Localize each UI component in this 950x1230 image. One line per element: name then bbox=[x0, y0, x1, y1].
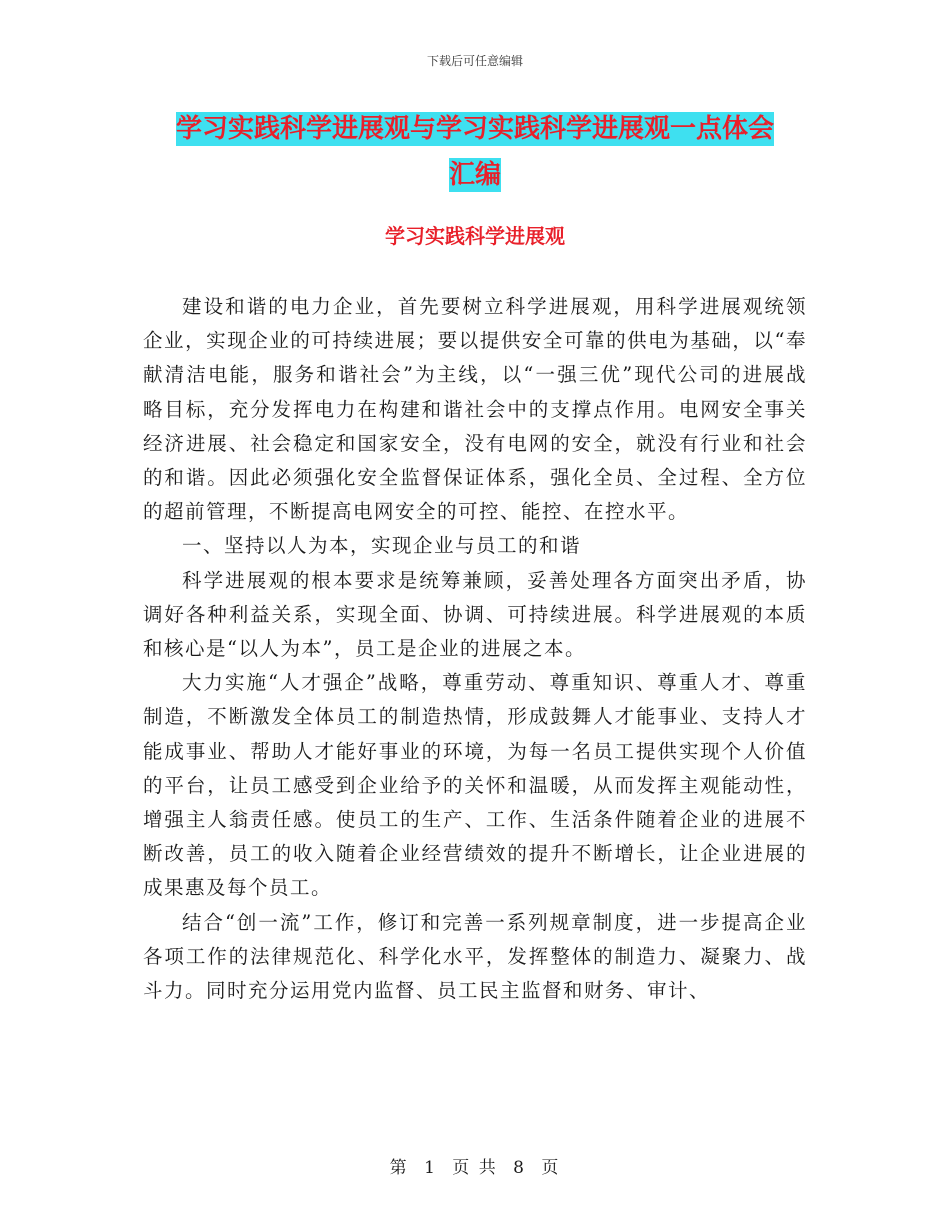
footer-label-page: 第 bbox=[389, 1158, 409, 1178]
footer-label-of: 页 共 bbox=[452, 1158, 498, 1178]
body-text bbox=[143, 290, 807, 1008]
document-title-line1: 学习实践科学进展观与学习实践科学进展观一点体会 bbox=[175, 114, 774, 144]
paragraph: 结合“创一流”工作，修订和完善一系列规章制度，进一步提高企业各项工作的法律规范化、科学化水平，发挥整体的制造力、凝聚力、战斗力。同时充分运用党内监督、员工民主监督和财务、审计、 bbox=[143, 910, 807, 1003]
footer-page-current: 1 bbox=[424, 1158, 437, 1178]
footer-page-total: 8 bbox=[513, 1158, 526, 1178]
paragraph-heading: 一、坚持以人为本，实现企业与员工的和谐 bbox=[182, 534, 582, 558]
footer-label-pages: 页 bbox=[541, 1158, 561, 1178]
paragraph: 科学进展观的根本要求是统筹兼顾，妥善处理各方面突出矛盾，协调好各种利益关系，实现全面、协调、可持续进展。科学进展观的本质和核心是“以人为本”，员工是企业的进展之本。 bbox=[143, 568, 807, 661]
page-footer bbox=[0, 1153, 950, 1178]
paragraph: 建设和谐的电力企业，首先要树立科学进展观，用科学进展观统领企业，实现企业的可持续进展；要以提供安全可靠的供电为基础，以“奉献清洁电能，服务和谐社会”为主线，以“一强三优”现代公司的进展战略目标，充分发挥电力在构建和谐社会中的支撑点作用。电网安全事关经济进展、社会稳定和国家安全，没有电网的安全，就没有行业和社会的和谐。因此必须强化安全监督保证体系，强化全员、全过程、全方位的超前管理，不断提高电网安全的可控、能控、在控水平。 bbox=[143, 295, 807, 524]
header-note: 下载后可任意编辑 bbox=[426, 54, 523, 68]
document-title-line2: 汇编 bbox=[448, 160, 501, 190]
section-title: 学习实践科学进展观 bbox=[385, 224, 565, 248]
paragraph: 大力实施“人才强企”战略，尊重劳动、尊重知识、尊重人才、尊重制造，不断激发全体员工的制造热情，形成鼓舞人才能事业、支持人才能成事业、帮助人才能好事业的环境，为每一名员工提供实现个人价值的平台，让员工感受到企业给予的关怀和温暖，从而发挥主观能动性，增强主人翁责任感。使员工的生产、工作、生活条件随着企业的进展不断改善，员工的收入随着企业经营绩效的提升不断增长，让企业进展的成果惠及每个员工。 bbox=[143, 671, 807, 900]
document-title bbox=[140, 106, 810, 198]
